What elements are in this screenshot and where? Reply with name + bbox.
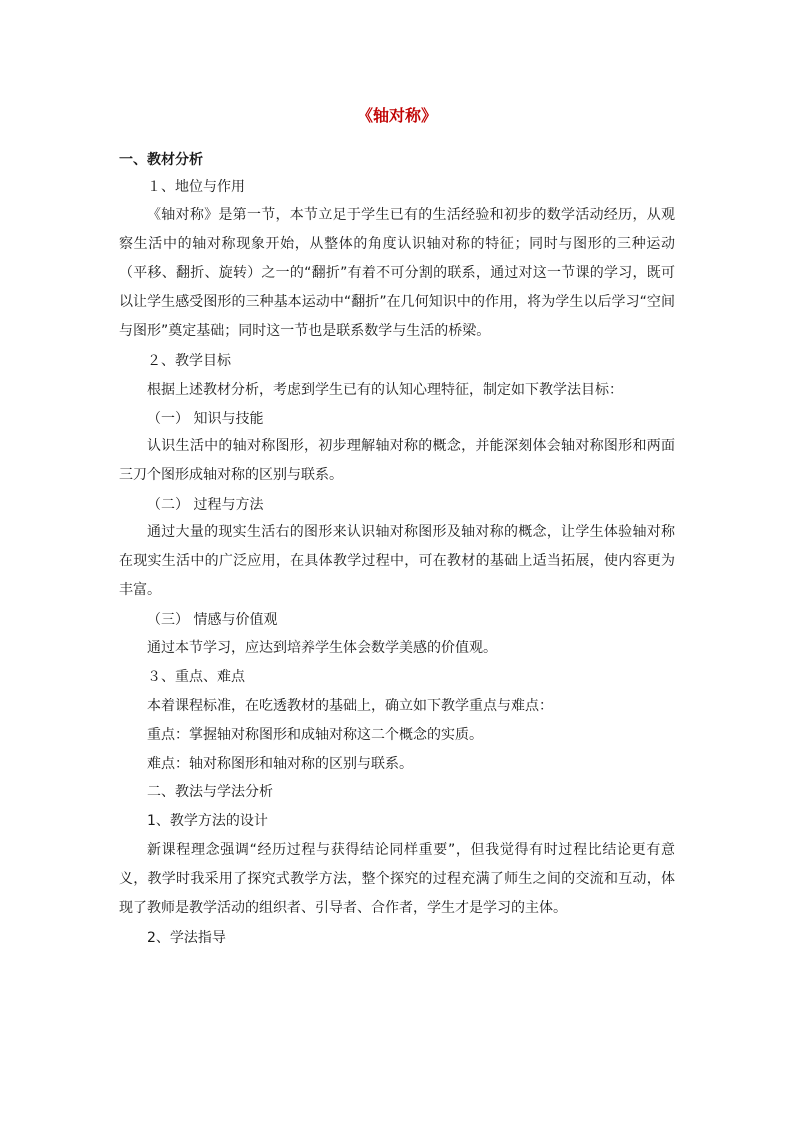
section1-heading: 一、教材分析 xyxy=(119,152,203,168)
sub2-heading: ２、教学目标 xyxy=(147,353,231,369)
sub3-heading: ３、重点、难点 xyxy=(147,669,245,685)
method1-heading: 1、教学方法的设计 xyxy=(147,813,268,829)
goal1-paragraph: 认识生活中的轴对称图形，初步理解轴对称的概念，并能深刻体会轴对称图形和两面三刀个图形成轴对称的区别与联系。 xyxy=(119,438,675,483)
goal2-heading: （二） 过程与方法 xyxy=(147,497,264,513)
sub2-intro: 根据上述教材分析，考虑到学生已有的认知心理特征，制定如下教学法目标： xyxy=(147,382,623,398)
sub1-paragraph: 《轴对称》是第一节，本节立足于学生已有的生活经验和初步的数学活动经历，从观察生活中的轴对称现象开始，从整体的角度认识轴对称的特征；同时与图形的三种运动（平移、翻折、旋转）之一的“翻折”有着不可分割的联系，通过对这一节课的学习，既可以让学生感受图形的三种基本运动中“翻折”在几何知识中的作用，将为学生以后学习“空间与图形”奠定基础；同时这一节也是联系数学与生活的桥梁。 xyxy=(119,207,675,339)
method2-heading: 2、学法指导 xyxy=(147,930,226,946)
sub1-heading: １、地位与作用 xyxy=(147,179,245,195)
key-point: 重点：掌握轴对称图形和成轴对称这二个概念的实质。 xyxy=(147,727,483,743)
goal3-paragraph: 通过本节学习，应达到培养学生体会数学美感的价值观。 xyxy=(147,640,497,656)
difficult-point: 难点：轴对称图形和轴对称的区别与联系。 xyxy=(147,756,413,772)
page-title: 《轴对称》 xyxy=(356,106,437,125)
goal1-heading: （一） 知识与技能 xyxy=(147,411,264,427)
goal2-paragraph: 通过大量的现实生活右的图形来认识轴对称图形及轴对称的概念，让学生体验轴对称在现实生活中的广泛应用，在具体教学过程中，可在教材的基础上适当拓展，使内容更为丰富。 xyxy=(119,524,675,598)
goal3-heading: （三） 情感与价值观 xyxy=(147,612,278,628)
section2-heading: 二、教法与学法分析 xyxy=(147,784,273,800)
sub3-intro: 本着课程标准，在吃透教材的基础上，确立如下教学重点与难点： xyxy=(147,698,553,714)
method1-paragraph: 新课程理念强调“经历过程与获得结论同样重要”，但我觉得有时过程比结论更有意义，教学时我采用了探究式教学方法，整个探究的过程充满了师生之间的交流和互动，体现了教师是教学活动的组织者、引导者、合作者，学生才是学习的主体。 xyxy=(119,842,675,916)
